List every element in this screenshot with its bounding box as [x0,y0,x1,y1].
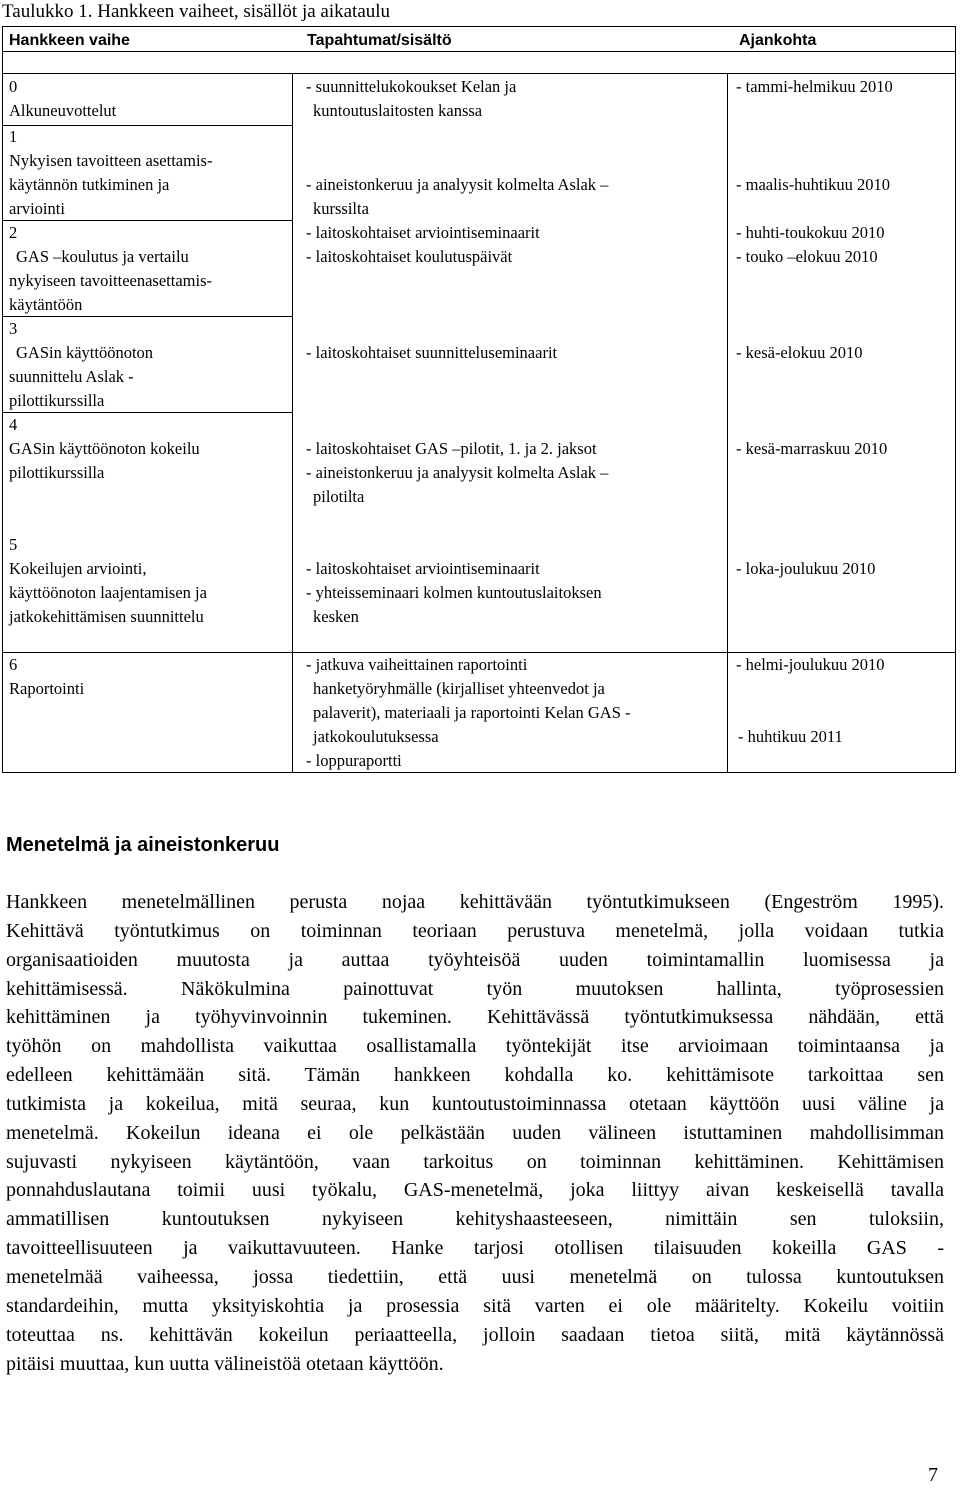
phase-title: käytäntöön [9,295,83,314]
timing-cell [736,557,875,581]
content-line: jatkokoulutuksessa [313,727,439,746]
content-line: palaverit), materiaali ja raportointi Kelan GAS - [313,703,631,722]
content-cell [306,653,631,773]
phase-title: GASin käyttöönoton [16,343,154,362]
paragraph-line: kehittämisessä. Näkökulmina painottuvat työn muutoksen hallinta, työprosessien [6,977,944,1000]
content-line: pilotilta [313,487,365,506]
phase-number: 6 [9,655,18,674]
header-divider-bottom [3,73,955,74]
content-cell [306,341,557,365]
timing-line: - maalis-huhtikuu 2010 [736,175,890,194]
timing-line: - huhti-toukokuu 2010 [736,223,885,242]
column-divider-2 [727,73,728,772]
column-divider-1 [292,73,293,772]
content-line: - yhteisseminaari kolmen kuntoutuslaitoksen [306,583,602,602]
phase-cell [9,533,207,629]
phase-cell [9,317,153,413]
content-line: - laitoskohtaiset koulutuspäivät [306,247,513,266]
paragraph-line: menetelmää vaiheessa, jossa tiedettiin, että uusi menetelmä on tulossa kuntoutuksen [6,1265,944,1288]
paragraph-line: Kehittävä työntutkimus on toiminnan teoriaan perustuva menetelmä, jolla voidaan tutkia [6,919,944,942]
content-line: kesken [313,607,359,626]
phase-number: 5 [9,535,18,554]
content-line: kurssilta [313,199,369,218]
timing-cell [736,653,884,749]
content-line: - loppuraportti [306,751,402,770]
content-line: - suunnittelukokoukset Kelan ja [306,77,517,96]
content-line: - aineistonkeruu ja analyysit kolmelta Aslak – [306,175,609,194]
phase-title: käytännön tutkiminen ja [9,175,170,194]
content-cell [306,557,602,629]
phase-number: 4 [9,415,18,434]
paragraph-line: menetelmä. Kokeilun ideana ei ole pelkästään uuden välineen istuttaminen mahdollisimman [6,1121,944,1144]
paragraph-line: kehittäminen ja työhyvinvoinnin tukeminen. Kehittävässä työntutkimuksessa nähdään, että [6,1006,944,1029]
page-number: 7 [928,1464,938,1486]
content-cell [306,75,516,123]
paragraph-line: ponnahduslautana toimii uusi työkalu, GAS-menetelmä, joka liittyy aivan keskeisellä tavalla [6,1179,944,1202]
timing-line: - helmi-joulukuu 2010 [736,655,885,674]
content-line: - jatkuva vaiheittainen raportointi [306,655,528,674]
content-line: - aineistonkeruu ja analyysit kolmelta Aslak – [306,463,609,482]
phase-number: 3 [9,319,18,338]
timing-cell [736,245,878,269]
paragraph-line: organisaatioiden muutosta ja auttaa työyhteisöä uuden toimintamallin luomisessa ja [6,948,944,971]
phase-title: arviointi [9,199,65,218]
header-phase: Hankkeen vaihe [9,32,130,49]
phase-cell [9,413,200,485]
paragraph-line: edelleen kehittämään sitä. Tämän hankkeen kohdalla ko. kehittämisote tarkoittaa sen [6,1064,944,1087]
phase-title: suunnittelu Aslak - [9,367,134,386]
header-divider-top [3,51,955,52]
paragraph-line: Hankkeen menetelmällinen perusta nojaa kehittävään työntutkimukseen (Engeström 1995). [6,891,944,913]
phase-title: pilottikurssilla [9,391,105,410]
paragraph-line: tavoitteellisuuteen ja vaikuttavuuteen. Hanke tarjosi otollisen tilaisuuden kokeilla GAS - [6,1237,944,1260]
phase-cell [9,221,212,317]
phase-title: käyttöönoton laajentamisen ja [9,583,207,602]
phases-table [2,26,956,773]
phase-title: GASin käyttöönoton kokeilu [9,439,200,458]
phase-title: Nykyisen tavoitteen asettamis- [9,151,213,170]
header-timing: Ajankohta [739,32,817,49]
content-line: kuntoutuslaitosten kanssa [313,101,483,120]
phase-title: GAS –koulutus ja vertailu [16,247,189,266]
phase-title: pilottikurssilla [9,463,105,482]
content-line: - laitoskohtaiset GAS –pilotit, 1. ja 2. jaksot [306,439,597,458]
phase-number: 2 [9,223,18,242]
phase-title: Kokeilujen arviointi, [9,559,147,578]
phase-title: nykyiseen tavoitteenasettamis- [9,271,212,290]
timing-line: - loka-joulukuu 2010 [736,559,876,578]
timing-line: - tammi-helmikuu 2010 [736,77,893,96]
timing-cell [736,341,862,365]
phase-title: jatkokehittämisen suunnittelu [9,607,204,626]
paragraph-line: sujuvasti nykyiseen käytäntöön, vaan tarkoitus on toiminnan kehittäminen. Kehittämisen [6,1150,944,1173]
phase-title: Alkuneuvottelut [9,101,117,120]
timing-line: - kesä-elokuu 2010 [736,343,863,362]
paragraph-line: toteuttaa ns. kehittävän kokeilun periaatteella, jolloin saadaan tietoa siitä, mitä käytännössä [6,1323,944,1346]
timing-cell [736,173,890,245]
paragraph-line: pitäisi muuttaa, kun uutta välineistöä otetaan käyttöön. [6,1352,444,1375]
header-content: Tapahtumat/sisältö [307,32,452,49]
paragraph-line: ammatillisen kuntoutuksen nykyiseen kehityshaasteeseen, nimittäin sen tuloksiin, [6,1208,944,1231]
timing-line: - kesä-marraskuu 2010 [736,439,888,458]
phase-cell [9,653,84,701]
body-paragraph [6,888,944,1378]
phase-number: 1 [9,127,18,146]
content-line: - laitoskohtaiset arviointiseminaarit [306,559,540,578]
timing-line: - touko –elokuu 2010 [736,247,878,266]
content-line: hanketyöryhmälle (kirjalliset yhteenvedot ja [313,679,605,698]
section-heading: Menetelmä ja aineistonkeruu [6,834,280,856]
content-line: - laitoskohtaiset arviointiseminaarit [306,223,540,242]
paragraph-line: työhön on mahdollista vaikuttaa osallistamalla työntekijät itse arvioimaan toimintaansa ja [6,1035,944,1058]
paragraph-line: standardeihin, mutta yksityiskohtia ja prosessia sitä varten ei ole määritelty. Kokeilu voitiin [6,1294,944,1317]
content-cell [306,437,608,509]
content-cell [306,245,512,269]
content-line: - laitoskohtaiset suunnitteluseminaarit [306,343,558,362]
timing-line: - huhtikuu 2011 [738,727,843,746]
timing-cell [736,437,887,461]
phase-cell [9,125,212,221]
paragraph-line: tutkimista ja kokeilua, mitä seuraa, kun kuntoutustoiminnassa otetaan käyttöön uusi väline ja [6,1092,944,1115]
phase-title: Raportointi [9,679,85,698]
phase-number: 0 [9,77,18,96]
timing-cell [736,75,893,99]
phase-cell [9,75,116,123]
table-caption: Taulukko 1. Hankkeen vaiheet, sisällöt ja aikataulu [2,1,391,22]
content-cell [306,173,608,245]
